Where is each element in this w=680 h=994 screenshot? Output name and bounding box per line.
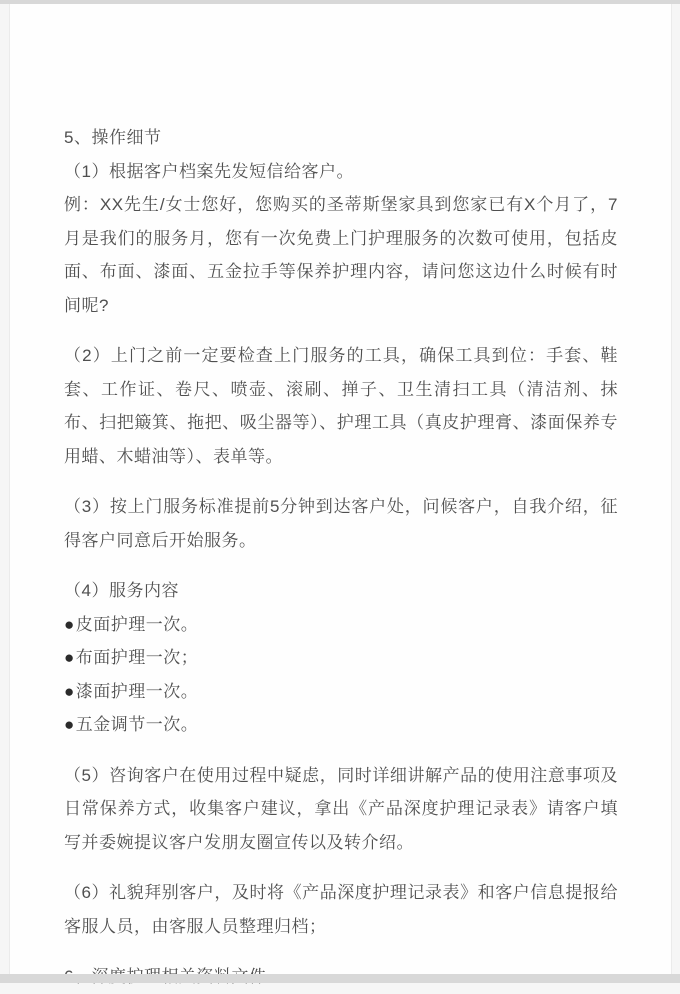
paragraph-step-1: （1）根据客户档案先发短信给客户。 xyxy=(64,161,354,181)
paragraph-step-6: （6）礼貌拜别客户，及时将《产品深度护理记录表》和客户信息提报给客服人员，由客服人员整理归档； xyxy=(64,883,618,936)
bullet-icon: ● xyxy=(64,614,75,634)
paragraph-sms-example: 例：XX先生/女士您好，您购买的圣蒂斯堡家具到您家已有X个月了，7月是我们的服务月，您有一次免费上门护理服务的次数可使用，包括皮面、布面、漆面、五金拉手等保养护理内容，请问您这边什么时候有时间呢? xyxy=(64,195,618,315)
list-item-fabric-care xyxy=(64,641,618,675)
bullet-icon: ● xyxy=(64,648,75,667)
paragraph-step-3: （3）按上门服务标准提前5分钟到达客户处，问候客户，自我介绍，征得客户同意后开始服务。 xyxy=(64,497,618,550)
section-heading-operation-details: 5、操作细节 xyxy=(64,128,162,147)
list-item-paint-care xyxy=(64,675,618,709)
list-item-label: 五金调节一次。 xyxy=(75,715,199,734)
bullet-icon: ● xyxy=(64,715,75,734)
list-item-hardware-adjust xyxy=(64,708,618,742)
paragraph-step-2: （2）上门之前一定要检查上门服务的工具，确保工具到位：手套、鞋套、工作证、卷尺、喷壶、滚刷、掸子、卫生清扫工具（清洁剂、抹布、扫把簸箕、拖把、吸尘器等）、护理工具（真皮护理膏、漆面保养专用蜡、木蜡油等）、表单等。 xyxy=(64,346,618,466)
paragraph-step-5: （5）咨询客户在使用过程中疑虑，同时详细讲解产品的使用注意事项及日常保养方式，收集客户建议，拿出《产品深度护理记录表》请客户填写并委婉提议客户发朋友圈宣传以及转介绍。 xyxy=(64,765,618,852)
list-item-label: 皮面护理一次。 xyxy=(75,614,199,634)
paragraph-step-4-service-content: （4）服务内容 xyxy=(64,581,179,600)
document-page xyxy=(9,4,672,974)
document-body xyxy=(10,4,671,994)
list-item-leather-care xyxy=(64,608,618,642)
page-break-gutter-bottom xyxy=(0,974,680,983)
list-item-label: 布面护理一次； xyxy=(75,648,199,667)
bullet-icon: ● xyxy=(64,681,75,701)
list-item-label: 漆面护理一次。 xyxy=(75,681,199,701)
